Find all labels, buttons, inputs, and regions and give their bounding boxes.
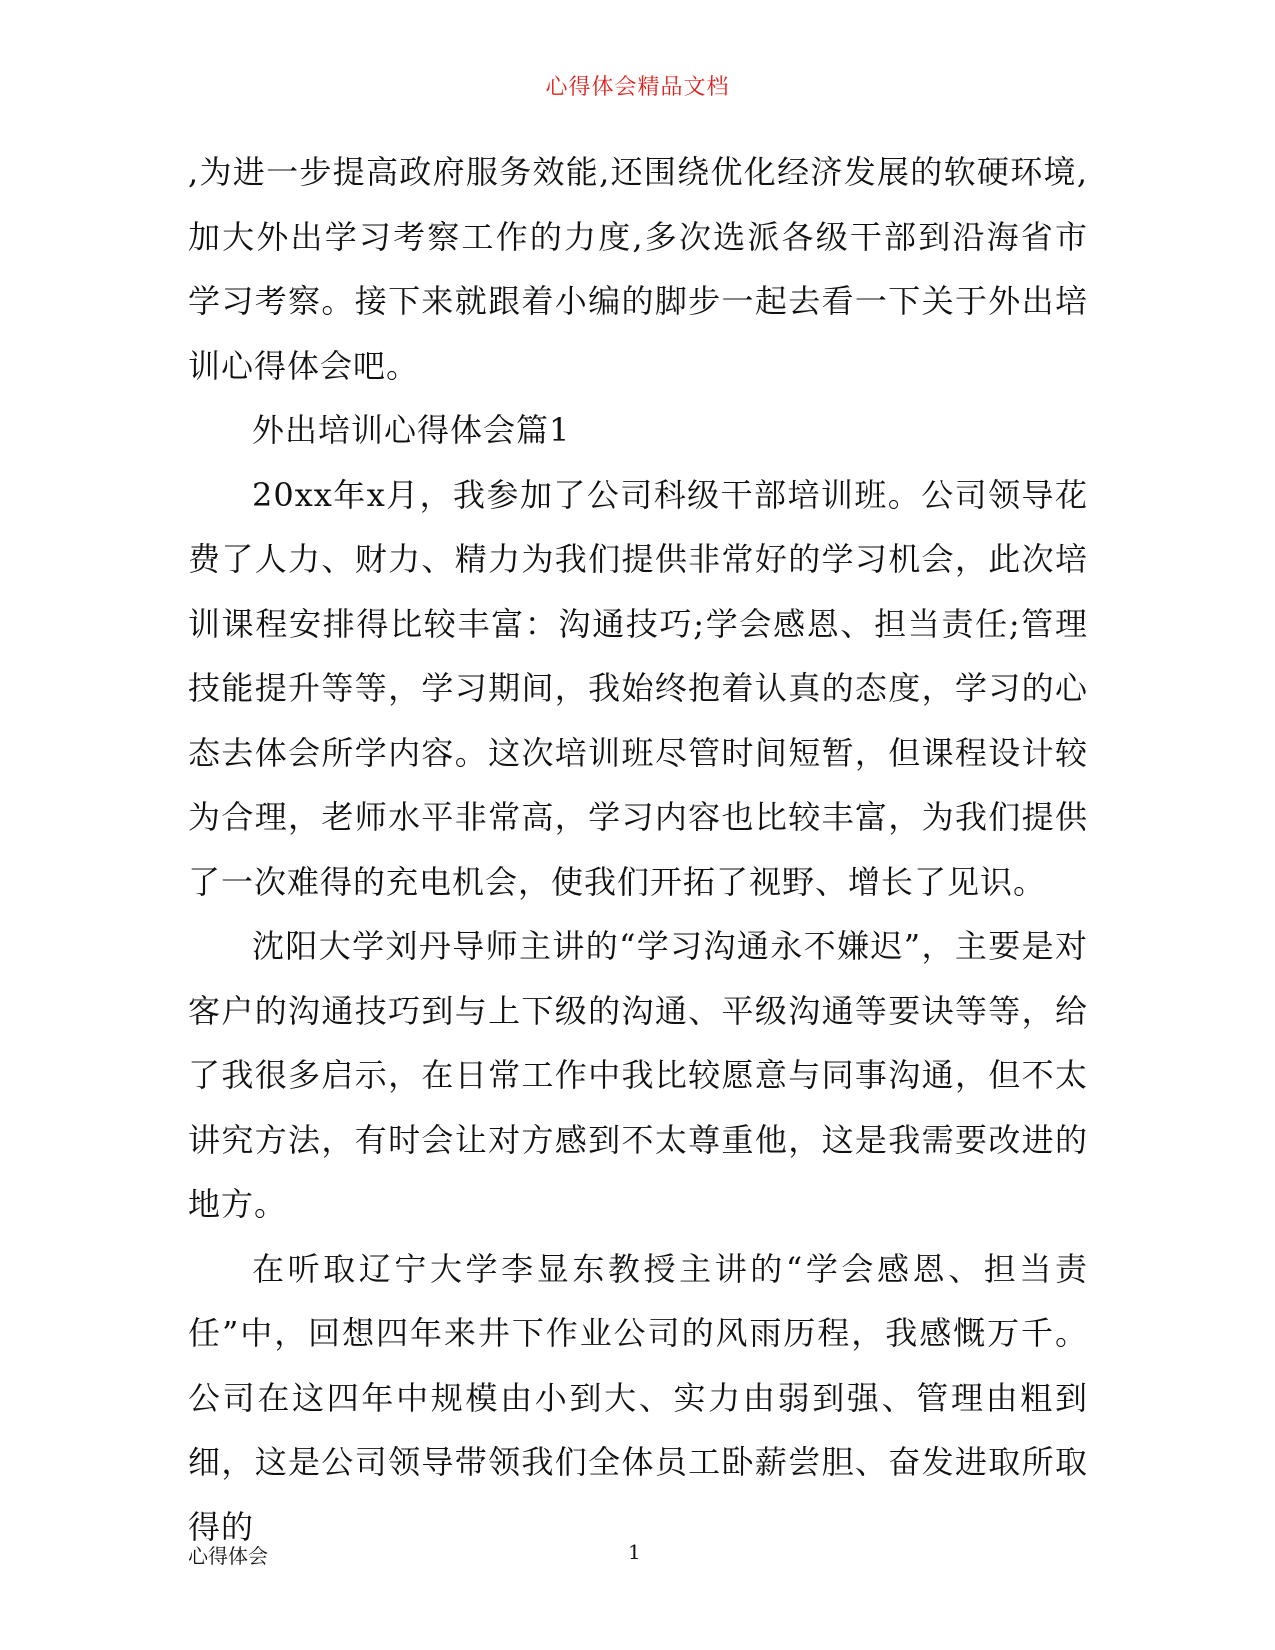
- section-heading: 外出培训心得体会篇1: [252, 411, 571, 449]
- intro-paragraph: ,为进一步提高政府服务效能,还围绕优化经济发展的软硬环境,加大外出学习考察工作的力度,多次选派各级干部到沿海省市学习考察。接下来就跟着小编的脚步一起去看一下关于外出培训心得体会吧。: [188, 153, 1088, 385]
- footer-label: 心得体会: [188, 1544, 268, 1568]
- document-body: [188, 140, 1088, 1559]
- page-footer: [188, 1540, 1088, 1570]
- body-paragraph: 沈阳大学刘丹导师主讲的“学习沟通永不嫌迟”，主要是对客户的沟通技巧到与上下级的沟通、平级沟通等要诀等等，给了我很多启示，在日常工作中我比较愿意与同事沟通，但不太讲究方法，有时会让对方感到不太尊重他，这是我需要改进的地方。: [188, 927, 1088, 1223]
- body-paragraph: 在听取辽宁大学李显东教授主讲的“学会感恩、担当责任”中，回想四年来井下作业公司的风雨历程，我感慨万千。公司在这四年中规模由小到大、实力由弱到强、管理由粗到细，这是公司领导带领我们全体员工卧薪尝胆、奋发进取所取得的: [188, 1249, 1088, 1546]
- page-number: 1: [628, 1540, 641, 1564]
- body-paragraph: 20xx年x月，我参加了公司科级干部培训班。公司领导花费了人力、财力、精力为我们提供非常好的学习机会，此次培训课程安排得比较丰富：沟通技巧;学会感恩、担当责任;管理技能提升等等，学习期间，我始终抱着认真的态度，学习的心态去体会所学内容。这次培训班尽管时间短暂，但课程设计较为合理，老师水平非常高，学习内容也比较丰富，为我们提供了一次难得的充电机会，使我们开拓了视野、增长了见识。: [188, 475, 1088, 901]
- page-header-title: 心得体会精品文档: [545, 75, 730, 100]
